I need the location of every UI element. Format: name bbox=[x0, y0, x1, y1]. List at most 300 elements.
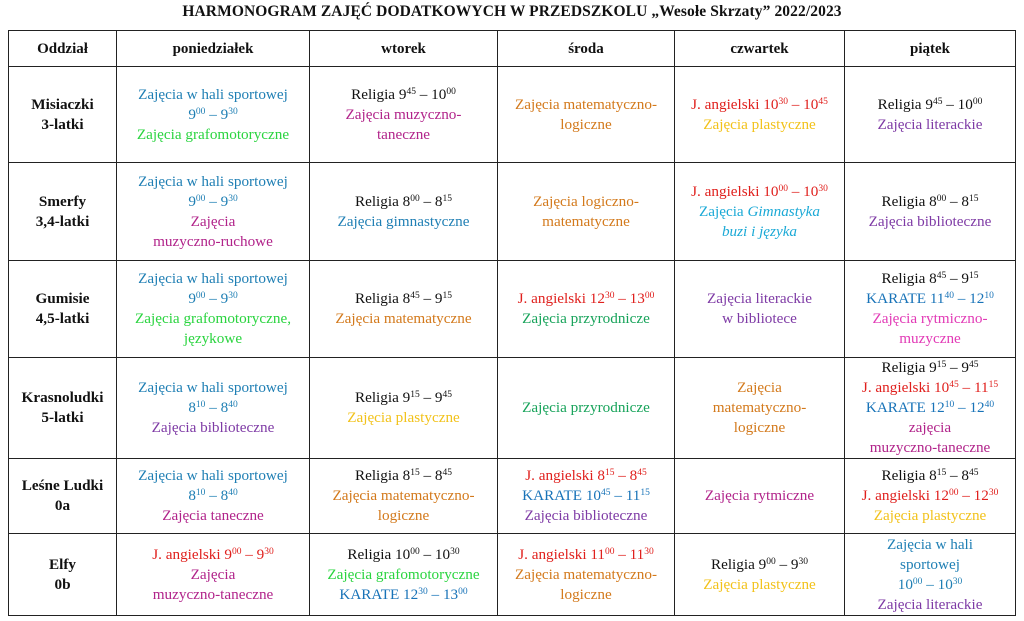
activity-cell-tuesday bbox=[310, 163, 498, 261]
group-name: Elfy bbox=[48, 555, 76, 573]
activity-text: Zajęcia matematyczno- bbox=[514, 565, 658, 583]
activity-line bbox=[677, 309, 842, 329]
activity-line bbox=[677, 182, 842, 202]
activity-text: J. angielski 9 bbox=[152, 545, 232, 563]
activity-text: Religia 9 bbox=[877, 95, 933, 113]
activity-line bbox=[500, 486, 672, 506]
activity-text: Zajęcia rytmiczno- bbox=[872, 310, 988, 327]
time-minutes: 30 bbox=[988, 488, 999, 498]
activity-text: Religia 8 bbox=[881, 467, 937, 484]
activity-line bbox=[847, 269, 1013, 289]
activity-line bbox=[312, 545, 495, 565]
activity-text: – 8 bbox=[419, 467, 443, 484]
time-minutes: 00 bbox=[766, 556, 776, 567]
activity-text: muzyczno-taneczne bbox=[152, 585, 274, 603]
time-minutes: 10 bbox=[195, 400, 206, 410]
activity-cell-friday bbox=[845, 534, 1016, 616]
time-minutes: 00 bbox=[604, 546, 615, 557]
activity-cell-wednesday bbox=[498, 67, 675, 163]
activity-line bbox=[847, 418, 1013, 438]
group-name: Leśne Ludki bbox=[21, 477, 104, 494]
activity-text: 8 bbox=[188, 399, 196, 416]
activity-text: J. angielski 10 bbox=[691, 95, 779, 113]
activity-line bbox=[847, 486, 1013, 506]
time-minutes: 30 bbox=[798, 556, 809, 567]
time-minutes: 45 bbox=[406, 86, 416, 97]
time-minutes: 15 bbox=[442, 193, 453, 204]
time-minutes: 00 bbox=[410, 546, 420, 557]
group-age: 0b bbox=[54, 575, 71, 593]
activity-cell-friday bbox=[845, 67, 1016, 163]
activity-text: Zajęcia w hali sportowej bbox=[138, 172, 288, 190]
activity-text: J. angielski 10 bbox=[691, 182, 779, 200]
activity-line bbox=[119, 105, 307, 125]
activity-text: – 10 bbox=[419, 545, 451, 563]
time-minutes: 45 bbox=[949, 380, 959, 390]
activity-text: 10 bbox=[897, 575, 913, 593]
time-minutes: 40 bbox=[944, 291, 954, 301]
time-minutes: 45 bbox=[936, 271, 947, 281]
activity-cell-friday bbox=[845, 261, 1016, 358]
group-age: 0a bbox=[54, 497, 71, 514]
activity-line bbox=[847, 115, 1013, 135]
activity-line bbox=[500, 565, 672, 585]
activity-text: Zajęcia literackie bbox=[707, 290, 812, 307]
schedule-row bbox=[9, 459, 1016, 534]
activity-text: Zajęcia muzyczno- bbox=[345, 105, 462, 123]
activity-text: – 12 bbox=[954, 399, 985, 416]
time-minutes: 00 bbox=[195, 291, 206, 301]
activity-line bbox=[847, 555, 1013, 575]
activity-text: – 9 bbox=[241, 545, 265, 563]
activity-line bbox=[500, 192, 672, 212]
activity-line bbox=[500, 398, 672, 418]
time-minutes: 45 bbox=[969, 360, 979, 370]
activity-text: muzyczno-ruchowe bbox=[153, 232, 273, 250]
time-minutes: 00 bbox=[446, 86, 456, 97]
time-minutes: 45 bbox=[442, 390, 453, 400]
activity-cell-thursday bbox=[675, 261, 845, 358]
activity-text: Zajęcia plastyczne bbox=[347, 409, 460, 426]
activity-text: – 10 bbox=[942, 95, 973, 113]
activity-cell-monday bbox=[117, 261, 310, 358]
activity-text: J. angielski 12 bbox=[861, 487, 949, 504]
activity-text: Zajęcia taneczne bbox=[162, 507, 264, 524]
activity-text: Religia 9 bbox=[881, 359, 937, 376]
activity-text: J. angielski 12 bbox=[517, 290, 605, 307]
activity-line bbox=[847, 95, 1013, 115]
activity-text: Zajęcia grafomotoryczne, bbox=[134, 310, 291, 327]
activity-cell-wednesday bbox=[498, 534, 675, 616]
activity-line bbox=[847, 212, 1013, 232]
time-minutes: 15 bbox=[969, 271, 979, 281]
activity-line bbox=[500, 545, 672, 565]
activity-text: – 9 bbox=[419, 290, 443, 307]
activity-text: – 9 bbox=[205, 105, 229, 123]
activity-text: Zajęcia bbox=[190, 212, 236, 230]
activity-text: – 12 bbox=[958, 487, 989, 504]
activity-text: KARATE 12 bbox=[339, 585, 419, 603]
activity-line bbox=[312, 486, 495, 506]
time-minutes: 15 bbox=[640, 488, 650, 498]
activity-text: – 11 bbox=[958, 379, 989, 396]
activity-line bbox=[677, 486, 842, 506]
activity-line bbox=[119, 486, 307, 506]
activity-text: J. angielski 11 bbox=[518, 545, 605, 563]
activity-line bbox=[312, 289, 495, 309]
activity-text: Zajęcia matematyczno- bbox=[332, 487, 475, 504]
time-minutes: 30 bbox=[952, 576, 963, 587]
activity-text: Zajęcia gimnastyczne bbox=[337, 212, 470, 230]
activity-line bbox=[119, 398, 307, 418]
group-age: 5-latki bbox=[41, 409, 84, 426]
time-minutes: 30 bbox=[644, 546, 654, 557]
time-minutes: 30 bbox=[450, 546, 460, 557]
activity-text: Zajęcia bbox=[737, 379, 782, 396]
time-minutes: 00 bbox=[231, 546, 242, 557]
activity-line bbox=[847, 378, 1013, 398]
activity-text: – 8 bbox=[205, 399, 229, 416]
activity-text: Zajęcia bbox=[190, 565, 236, 583]
schedule-row bbox=[9, 358, 1016, 459]
activity-text: – 9 bbox=[205, 192, 229, 210]
activity-cell-monday bbox=[117, 459, 310, 534]
activity-text: – 11 bbox=[614, 545, 645, 563]
activity-text: 9 bbox=[188, 290, 196, 307]
activity-text-italic: buzi i języka bbox=[721, 222, 798, 240]
activity-line bbox=[677, 202, 842, 222]
activity-line bbox=[500, 95, 672, 115]
activity-line bbox=[847, 358, 1013, 378]
activity-line bbox=[119, 172, 307, 192]
activity-text: Religia 8 bbox=[881, 192, 937, 210]
time-minutes: 15 bbox=[969, 193, 979, 204]
header-monday: poniedziałek bbox=[117, 31, 310, 67]
activity-line bbox=[847, 329, 1013, 349]
activity-line bbox=[847, 506, 1013, 526]
activity-text: – 8 bbox=[614, 467, 638, 484]
activity-line bbox=[677, 95, 842, 115]
activity-text: Zajęcia biblioteczne bbox=[868, 212, 992, 230]
time-minutes: 30 bbox=[604, 291, 615, 301]
time-minutes: 15 bbox=[936, 468, 947, 478]
activity-line bbox=[677, 222, 842, 242]
activity-text: Zajęcia grafomotoryczne bbox=[327, 565, 480, 583]
activity-text: Zajęcia literackie bbox=[877, 595, 983, 613]
time-minutes: 00 bbox=[195, 106, 206, 117]
activity-line bbox=[847, 595, 1013, 615]
activity-line bbox=[847, 575, 1013, 595]
activity-line bbox=[119, 565, 307, 585]
activity-text: Religia 8 bbox=[354, 467, 411, 484]
activity-line bbox=[312, 309, 495, 329]
activity-cell-thursday bbox=[675, 534, 845, 616]
activity-text: logiczne bbox=[560, 115, 612, 133]
time-minutes: 15 bbox=[410, 468, 420, 478]
activity-line bbox=[677, 378, 842, 398]
activity-text: Zajęcia literackie bbox=[877, 115, 983, 133]
time-minutes: 10 bbox=[984, 291, 994, 301]
activity-text: Zajęcia przyrodnicze bbox=[522, 310, 650, 327]
schedule-row bbox=[9, 163, 1016, 261]
activity-cell-thursday bbox=[675, 459, 845, 534]
group-cell bbox=[9, 358, 117, 459]
activity-line bbox=[119, 506, 307, 526]
activity-text: Religia 8 bbox=[881, 270, 937, 287]
activity-cell-monday bbox=[117, 534, 310, 616]
activity-cell-wednesday bbox=[498, 261, 675, 358]
activity-line bbox=[119, 378, 307, 398]
activity-text: – 8 bbox=[946, 467, 970, 484]
activity-line bbox=[119, 212, 307, 232]
activity-text: 8 bbox=[188, 487, 196, 504]
group-age: 3-latki bbox=[41, 115, 84, 133]
activity-text: Religia 8 bbox=[354, 290, 411, 307]
header-thursday: czwartek bbox=[675, 31, 845, 67]
activity-line bbox=[119, 418, 307, 438]
activity-text: Zajęcia bbox=[698, 202, 748, 220]
activity-text: J. angielski 8 bbox=[525, 467, 605, 484]
activity-line bbox=[119, 125, 307, 145]
time-minutes: 00 bbox=[912, 576, 923, 587]
time-minutes: 30 bbox=[228, 106, 238, 117]
group-cell bbox=[9, 67, 117, 163]
activity-text: matematyczno- bbox=[712, 399, 807, 416]
time-minutes: 45 bbox=[969, 468, 979, 478]
activity-text: – 9 bbox=[205, 290, 229, 307]
activity-line bbox=[500, 309, 672, 329]
activity-cell-tuesday bbox=[310, 67, 498, 163]
activity-text: matematyczne bbox=[542, 212, 630, 230]
page-title: HARMONOGRAM ZAJĘĆ DODATKOWYCH W PRZEDSZKOLU „Wesołe Skrzaty” 2022/2023 bbox=[182, 3, 842, 20]
activity-line bbox=[847, 466, 1013, 486]
activity-text: Zajęcia matematyczno- bbox=[514, 95, 658, 113]
time-minutes: 40 bbox=[228, 488, 238, 498]
group-name: Gumisie bbox=[35, 290, 90, 307]
time-minutes: 15 bbox=[410, 390, 420, 400]
activity-cell-tuesday bbox=[310, 358, 498, 459]
time-minutes: 00 bbox=[948, 488, 959, 498]
activity-line bbox=[312, 192, 495, 212]
activity-text: – 9 bbox=[946, 270, 970, 287]
schedule-row bbox=[9, 261, 1016, 358]
activity-line bbox=[677, 289, 842, 309]
activity-line bbox=[312, 585, 495, 605]
activity-text: Zajęcia matematyczne bbox=[335, 310, 472, 327]
activity-text: Zajęcia przyrodnicze bbox=[522, 399, 650, 416]
time-minutes: 00 bbox=[972, 96, 983, 107]
activity-text: 9 bbox=[188, 105, 196, 123]
activity-line bbox=[312, 125, 495, 145]
header-group: Oddział bbox=[9, 31, 117, 67]
activity-line bbox=[312, 212, 495, 232]
activity-line bbox=[847, 192, 1013, 212]
group-age: 3,4-latki bbox=[35, 212, 90, 230]
activity-line bbox=[500, 115, 672, 135]
activity-cell-thursday bbox=[675, 163, 845, 261]
activity-text: językowe bbox=[183, 330, 243, 347]
activity-text: Zajęcia grafomotoryczne bbox=[136, 125, 290, 143]
activity-line bbox=[312, 388, 495, 408]
activity-line bbox=[119, 289, 307, 309]
activity-line bbox=[500, 506, 672, 526]
schedule-row bbox=[9, 67, 1016, 163]
time-minutes: 15 bbox=[988, 380, 999, 390]
group-cell bbox=[9, 459, 117, 534]
group-age: 4,5-latki bbox=[35, 310, 90, 327]
time-minutes: 30 bbox=[264, 546, 274, 557]
activity-text: muzyczne bbox=[899, 330, 961, 347]
group-name: Smerfy bbox=[38, 192, 87, 210]
activity-text: – 9 bbox=[419, 389, 443, 406]
activity-text: – 10 bbox=[922, 575, 953, 593]
activity-cell-friday bbox=[845, 163, 1016, 261]
group-cell bbox=[9, 534, 117, 616]
time-minutes: 15 bbox=[604, 468, 615, 478]
activity-text: logiczne bbox=[560, 585, 612, 603]
time-minutes: 45 bbox=[442, 468, 453, 478]
activity-text: KARATE 12 bbox=[865, 399, 945, 416]
activity-text: sportowej bbox=[900, 555, 960, 573]
time-minutes: 45 bbox=[601, 488, 611, 498]
time-minutes: 15 bbox=[936, 360, 947, 370]
time-minutes: 00 bbox=[778, 183, 788, 194]
activity-text: zajęcia bbox=[908, 419, 952, 436]
activity-line bbox=[500, 466, 672, 486]
activity-cell-tuesday bbox=[310, 534, 498, 616]
activity-text: 9 bbox=[188, 192, 196, 210]
time-minutes: 10 bbox=[944, 400, 955, 410]
activity-text: Zajęcia logiczno- bbox=[533, 192, 639, 210]
activity-line bbox=[119, 232, 307, 252]
header-friday: piątek bbox=[845, 31, 1016, 67]
activity-text: Religia 9 bbox=[710, 555, 767, 573]
time-minutes: 30 bbox=[228, 291, 238, 301]
activity-line bbox=[847, 289, 1013, 309]
activity-text: muzyczno-taneczne bbox=[869, 439, 991, 456]
header-wednesday: środa bbox=[498, 31, 675, 67]
activity-line bbox=[312, 408, 495, 428]
activity-line bbox=[312, 105, 495, 125]
activity-cell-friday bbox=[845, 358, 1016, 459]
group-name: Krasnoludki bbox=[21, 389, 104, 406]
activity-text: Zajęcia w hali bbox=[886, 535, 973, 553]
activity-text: – 9 bbox=[946, 359, 970, 376]
activity-line bbox=[119, 309, 307, 329]
time-minutes: 45 bbox=[410, 291, 420, 301]
activity-text: Zajęcia biblioteczne bbox=[151, 419, 275, 436]
activity-line bbox=[847, 438, 1013, 458]
time-minutes: 40 bbox=[984, 400, 995, 410]
schedule-body bbox=[9, 67, 1016, 616]
activity-line bbox=[677, 555, 842, 575]
activity-text: Zajęcia plastyczne bbox=[703, 115, 816, 133]
activity-text: w bibliotece bbox=[722, 310, 797, 327]
activity-text: Zajęcia w hali sportowej bbox=[138, 270, 288, 287]
activity-line bbox=[847, 309, 1013, 329]
time-minutes: 00 bbox=[195, 193, 206, 204]
activity-line bbox=[119, 269, 307, 289]
activity-text-italic: Gimnastyka bbox=[747, 202, 821, 220]
activity-line bbox=[119, 329, 307, 349]
schedule-table bbox=[8, 30, 1016, 616]
activity-text: KARATE 11 bbox=[866, 290, 945, 307]
time-minutes: 00 bbox=[936, 193, 947, 204]
activity-line bbox=[677, 575, 842, 595]
activity-text: logiczne bbox=[377, 507, 430, 524]
activity-text: – 13 bbox=[614, 290, 645, 307]
activity-line bbox=[677, 418, 842, 438]
activity-line bbox=[500, 289, 672, 309]
activity-text: – 13 bbox=[427, 585, 459, 603]
activity-text: – 9 bbox=[775, 555, 799, 573]
activity-text: – 8 bbox=[205, 487, 229, 504]
activity-cell-wednesday bbox=[498, 358, 675, 459]
time-minutes: 00 bbox=[458, 586, 468, 597]
time-minutes: 40 bbox=[228, 400, 238, 410]
activity-text: – 10 bbox=[787, 95, 819, 113]
activity-text: – 10 bbox=[787, 182, 819, 200]
activity-text: Religia 8 bbox=[354, 192, 411, 210]
activity-line bbox=[312, 466, 495, 486]
activity-text: Zajęcia w hali sportowej bbox=[138, 85, 288, 103]
activity-cell-wednesday bbox=[498, 163, 675, 261]
header-tuesday: wtorek bbox=[310, 31, 498, 67]
activity-cell-tuesday bbox=[310, 459, 498, 534]
header-row bbox=[9, 31, 1016, 67]
schedule-row bbox=[9, 534, 1016, 616]
activity-line bbox=[119, 85, 307, 105]
activity-text: – 8 bbox=[946, 192, 970, 210]
time-minutes: 30 bbox=[778, 96, 788, 107]
activity-text: J. angielski 10 bbox=[861, 379, 950, 396]
time-minutes: 45 bbox=[637, 468, 647, 478]
activity-text: logiczne bbox=[733, 419, 786, 436]
time-minutes: 00 bbox=[410, 193, 420, 204]
activity-text: Zajęcia w hali sportowej bbox=[138, 379, 288, 396]
activity-cell-monday bbox=[117, 163, 310, 261]
time-minutes: 30 bbox=[418, 586, 428, 597]
group-cell bbox=[9, 163, 117, 261]
activity-text: Zajęcia rytmiczne bbox=[704, 487, 815, 504]
activity-line bbox=[677, 115, 842, 135]
activity-text: Zajęcia plastyczne bbox=[703, 575, 816, 593]
activity-line bbox=[119, 545, 307, 565]
activity-text: Zajęcia plastyczne bbox=[873, 507, 987, 524]
time-minutes: 30 bbox=[228, 193, 238, 204]
activity-text: Religia 9 bbox=[351, 85, 407, 103]
activity-line bbox=[500, 585, 672, 605]
activity-line bbox=[119, 585, 307, 605]
activity-line bbox=[847, 398, 1013, 418]
activity-cell-monday bbox=[117, 67, 310, 163]
activity-cell-wednesday bbox=[498, 459, 675, 534]
activity-line bbox=[312, 85, 495, 105]
activity-text: Zajęcia biblioteczne bbox=[524, 507, 648, 524]
time-minutes: 45 bbox=[818, 96, 828, 107]
activity-line bbox=[847, 535, 1013, 555]
time-minutes: 00 bbox=[644, 291, 655, 301]
activity-line bbox=[500, 212, 672, 232]
activity-line bbox=[119, 192, 307, 212]
activity-text: Zajęcia w hali sportowej bbox=[138, 467, 288, 484]
activity-line bbox=[677, 398, 842, 418]
activity-text: – 12 bbox=[953, 290, 985, 307]
group-name: Misiaczki bbox=[31, 95, 94, 113]
activity-text: Religia 9 bbox=[354, 389, 411, 406]
activity-line bbox=[119, 466, 307, 486]
time-minutes: 30 bbox=[818, 183, 828, 194]
